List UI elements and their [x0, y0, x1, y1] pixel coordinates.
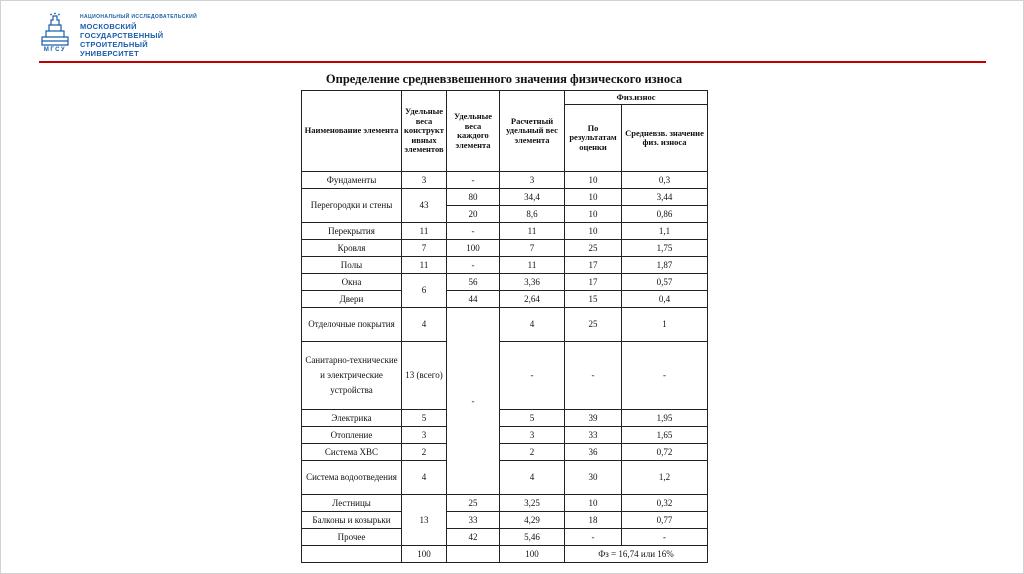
table-row: [302, 291, 708, 308]
cell-element-name: Полы: [302, 257, 402, 274]
table-row: [302, 410, 708, 427]
cell-weight-each: 44: [447, 291, 500, 308]
cell-weight-structural: 3: [402, 427, 447, 444]
cell-element-name: Отопление: [302, 427, 402, 444]
cell-wear-average: 1,95: [622, 410, 708, 427]
cell-weight-structural: 2: [402, 444, 447, 461]
cell-weight-calc: 4: [500, 308, 565, 342]
cell-wear-average: 0,86: [622, 206, 708, 223]
cell-wear-average: 1,2: [622, 461, 708, 495]
cell-weight-each: 100: [447, 240, 500, 257]
cell-wear: 17: [565, 274, 622, 291]
cell-wear-average: -: [622, 342, 708, 410]
cell-wear: -: [565, 342, 622, 410]
cell-wear: 17: [565, 257, 622, 274]
cell-wear-average: 3,44: [622, 189, 708, 206]
cell-weight-structural: 5: [402, 410, 447, 427]
cell-wear: 10: [565, 189, 622, 206]
header-element-name: Наименование элемента: [302, 91, 402, 172]
cell-weight-calc: 34,4: [500, 189, 565, 206]
cell-wear-average: 0,3: [622, 172, 708, 189]
cell-weight-calc: 3: [500, 427, 565, 444]
cell-wear: 10: [565, 206, 622, 223]
table-row: [302, 512, 708, 529]
university-name-line-4: УНИВЕРСИТЕТ: [80, 49, 139, 58]
cell-weight-structural: 6: [402, 274, 447, 308]
cell-wear: 33: [565, 427, 622, 444]
wear-table: [301, 90, 708, 563]
cell-weight-calc: 11: [500, 223, 565, 240]
header-weight-calc: Расчетный удельный вес элемента: [500, 91, 565, 172]
cell-element-name: Отделочные покрытия: [302, 308, 402, 342]
cell-weight-structural: 4: [402, 461, 447, 495]
table-row: [302, 172, 708, 189]
cell-weight-each: 33: [447, 512, 500, 529]
cell-wear-average: -: [622, 529, 708, 546]
cell-wear-average: 0,32: [622, 495, 708, 512]
cell-wear: 39: [565, 410, 622, 427]
table-row: [302, 274, 708, 291]
university-logo: [37, 12, 197, 58]
university-name-line-3: СТРОИТЕЛЬНЫЙ: [80, 40, 148, 49]
table-row: [302, 308, 708, 342]
cell-element-name: Двери: [302, 291, 402, 308]
header-wear-assessed: По результатам оценки: [565, 105, 622, 172]
cell-weight-structural: 13: [402, 495, 447, 546]
table-row: [302, 427, 708, 444]
cell-weight-each: -: [447, 223, 500, 240]
university-name-line-2: ГОСУДАРСТВЕННЫЙ: [80, 31, 164, 40]
cell-wear-average: 1,1: [622, 223, 708, 240]
cell-weight-calc: 3,25: [500, 495, 565, 512]
cell-weight-calc: 3,36: [500, 274, 565, 291]
cell-element-name: Система водоотведения: [302, 461, 402, 495]
cell-element-name: Лестницы: [302, 495, 402, 512]
table-total-row: [302, 546, 708, 563]
cell-weight-calc: 7: [500, 240, 565, 257]
cell-weight-structural: 43: [402, 189, 447, 223]
cell-wear: -: [565, 529, 622, 546]
cell-weight-calc: 2: [500, 444, 565, 461]
cell-weight-structural: 7: [402, 240, 447, 257]
cell-weight-structural: 13 (всего): [402, 342, 447, 410]
cell-weight-structural-total: 100: [402, 546, 447, 563]
cell-weight-each: 56: [447, 274, 500, 291]
cell-weight-each: -: [447, 257, 500, 274]
cell-element-name: Система ХВС: [302, 444, 402, 461]
cell-wear: 10: [565, 172, 622, 189]
table-row: [302, 444, 708, 461]
emblem-label: МГСУ: [43, 47, 67, 53]
cell-wear-average: 1: [622, 308, 708, 342]
header-divider-line: [39, 61, 986, 63]
cell-wear: 10: [565, 495, 622, 512]
cell-wear-average: 0,77: [622, 512, 708, 529]
cell-weight-calc: 5: [500, 410, 565, 427]
cell-element-name: Перекрытия: [302, 223, 402, 240]
cell-weight-each-total: [447, 546, 500, 563]
cell-wear-average: 0,4: [622, 291, 708, 308]
cell-wear-average: 1,65: [622, 427, 708, 444]
table-row: [302, 461, 708, 495]
table-header-row: [302, 91, 708, 105]
cell-element-name: Прочее: [302, 529, 402, 546]
table-row: [302, 189, 708, 206]
header-wear-group: Физ.износ: [565, 91, 708, 105]
cell-element-name: Балконы и козырьки: [302, 512, 402, 529]
cell-weight-structural: 11: [402, 257, 447, 274]
university-name: [80, 12, 197, 58]
cell-weight-calc: 11: [500, 257, 565, 274]
cell-weight-calc: -: [500, 342, 565, 410]
cell-weight-calc: 3: [500, 172, 565, 189]
table-row: [302, 240, 708, 257]
header-weight-structural: Удельные веса конструктивных элементов: [402, 91, 447, 172]
table-row: [302, 529, 708, 546]
cell-wear: 25: [565, 308, 622, 342]
cell-weight-calc: 4,29: [500, 512, 565, 529]
cell-weight-calc: 2,64: [500, 291, 565, 308]
cell-wear: 15: [565, 291, 622, 308]
cell-weight-structural: 11: [402, 223, 447, 240]
cell-weight-each: -: [447, 172, 500, 189]
university-name-small: НАЦИОНАЛЬНЫЙ ИССЛЕДОВАТЕЛЬСКИЙ: [80, 14, 198, 20]
cell-weight-calc: 4: [500, 461, 565, 495]
university-building-icon: [38, 12, 72, 46]
table-row: [302, 257, 708, 274]
cell-weight-each: -: [447, 308, 500, 495]
cell-wear: 36: [565, 444, 622, 461]
cell-weight-calc: 5,46: [500, 529, 565, 546]
cell-weight-each: 25: [447, 495, 500, 512]
table-row: [302, 223, 708, 240]
cell-element-name: Санитарно-технические и электрические устройства: [302, 342, 402, 410]
cell-wear: 25: [565, 240, 622, 257]
university-name-line-1: МОСКОВСКИЙ: [80, 22, 137, 31]
cell-weight-structural: 4: [402, 308, 447, 342]
cell-wear-average: 0,72: [622, 444, 708, 461]
cell-weight-structural: 3: [402, 172, 447, 189]
cell-wear: 10: [565, 223, 622, 240]
table-row: [302, 342, 708, 410]
cell-wear-average: 0,57: [622, 274, 708, 291]
cell-element-name: Фундаменты: [302, 172, 402, 189]
slide-title: Определение средневзвешенного значения физического износа: [325, 72, 683, 86]
cell-element-name: Окна: [302, 274, 402, 291]
cell-weight-each: 42: [447, 529, 500, 546]
cell-element-name: Электрика: [302, 410, 402, 427]
cell-element-name: Кровля: [302, 240, 402, 257]
cell-weight-calc: 8,6: [500, 206, 565, 223]
cell-wear-average: 1,87: [622, 257, 708, 274]
cell-weight-each: 80: [447, 189, 500, 206]
header-weight-each: Удельные веса каждого элемента: [447, 91, 500, 172]
cell-weight-calc-total: 100: [500, 546, 565, 563]
cell-wear-result: Фз = 16,74 или 16%: [565, 546, 708, 563]
cell-wear: 30: [565, 461, 622, 495]
cell-element-name: Перегородки и стены: [302, 189, 402, 223]
cell-wear: 18: [565, 512, 622, 529]
cell-element-name: [302, 546, 402, 563]
cell-wear-average: 1,75: [622, 240, 708, 257]
table-row: [302, 495, 708, 512]
cell-weight-each: 20: [447, 206, 500, 223]
header-wear-average: Средневзв. значение физ. износа: [622, 105, 708, 172]
university-emblem: [37, 12, 73, 53]
